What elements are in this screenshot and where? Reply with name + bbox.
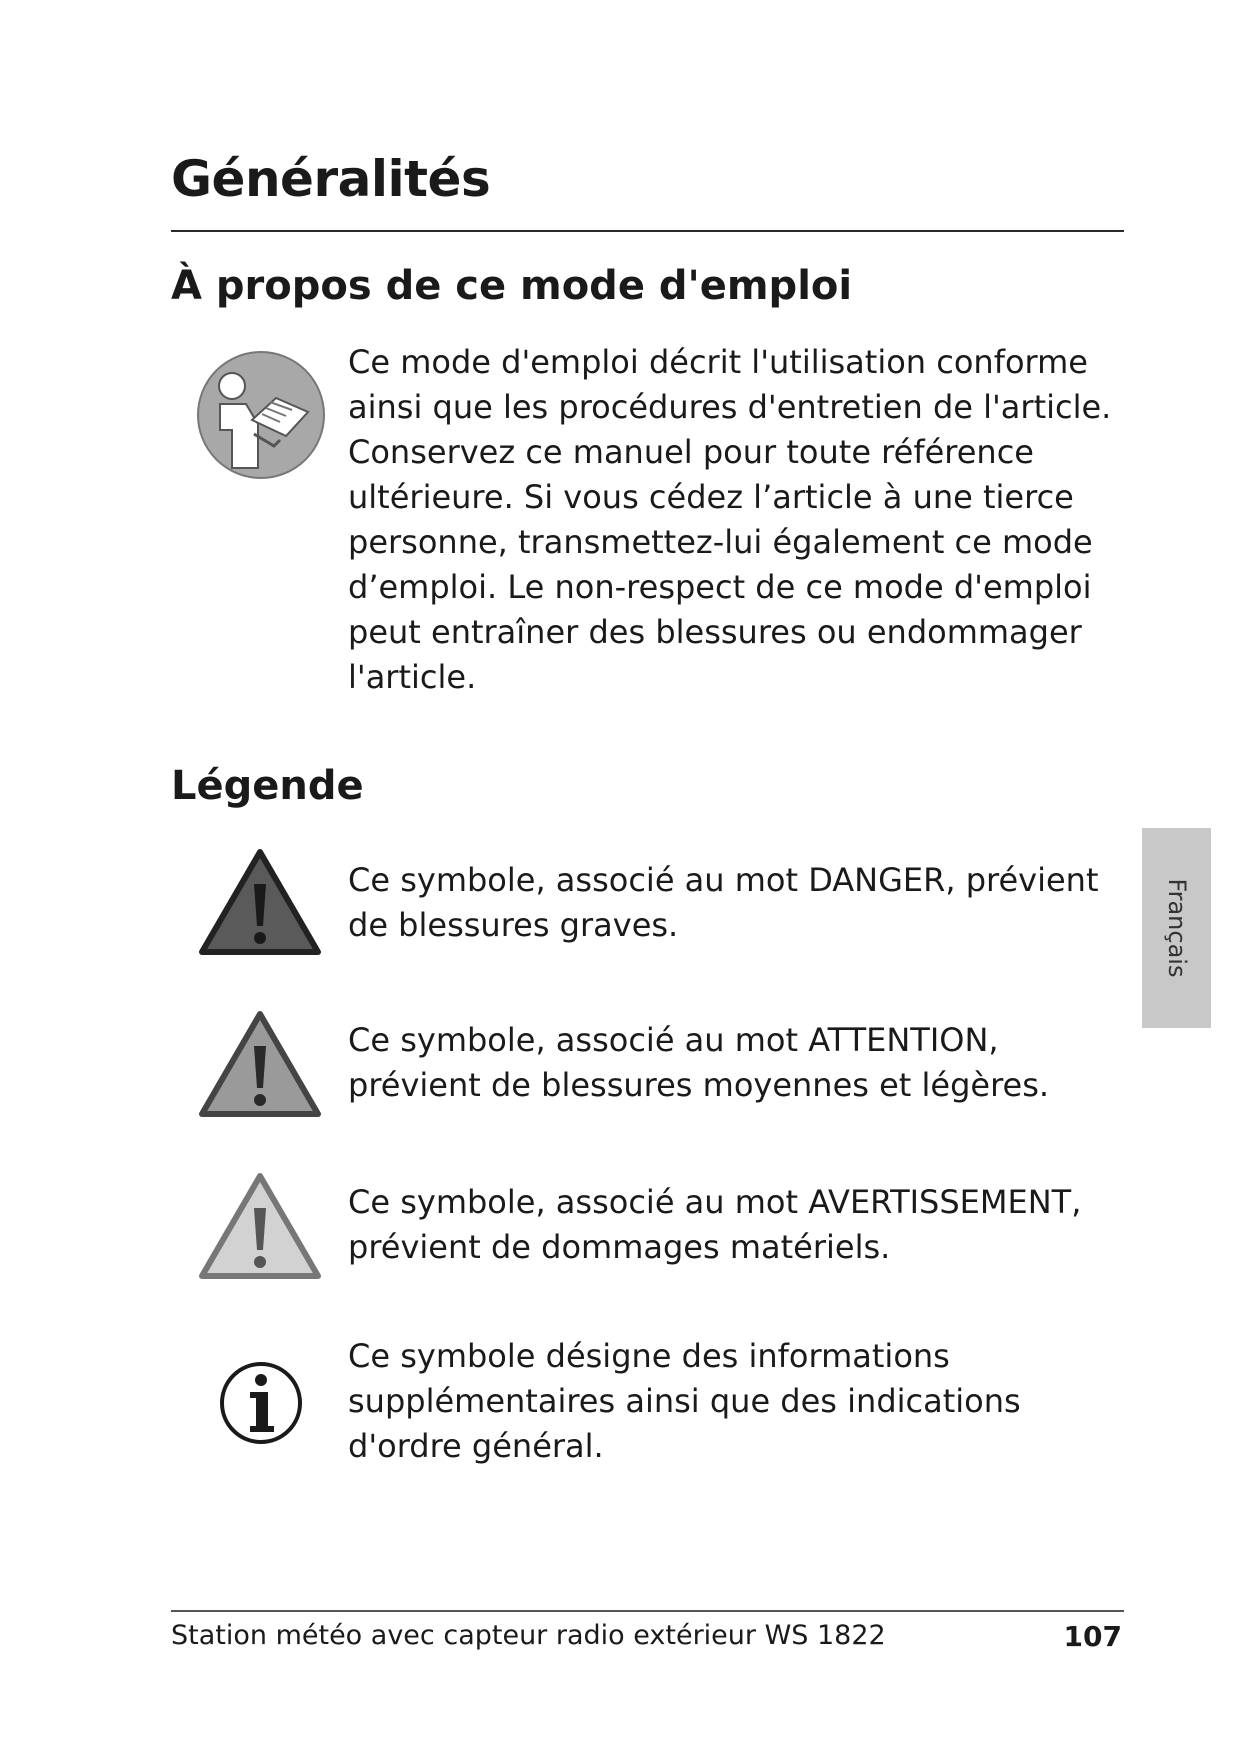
read-manual-icon — [196, 350, 326, 480]
legend-item-attention-text: Ce symbole, associé au mot ATTENTION, prévient de blessures moyennes et légères. — [348, 1021, 1050, 1104]
page-number: 107 — [1063, 1620, 1122, 1653]
attention-warning-icon — [198, 1010, 322, 1120]
info-icon — [218, 1360, 304, 1446]
section-about-title: À propos de ce mode d'emploi — [171, 263, 853, 309]
language-side-tab — [1142, 828, 1211, 1028]
footer-divider — [171, 1610, 1124, 1612]
caution-warning-icon — [198, 1172, 322, 1282]
heading-divider — [171, 230, 1124, 232]
legend-item-danger-text: Ce symbole, associé au mot DANGER, prévient de blessures graves. — [348, 861, 1099, 944]
page-heading: Généralités — [171, 150, 491, 208]
danger-warning-icon — [198, 848, 322, 958]
legend-item-caution-text: Ce symbole, associé au mot AVERTISSEMENT, prévient de dommages matériels. — [348, 1183, 1082, 1266]
footer-product-name: Station météo avec capteur radio extérieur WS 1822 — [171, 1620, 886, 1651]
legend-item-info-text: Ce symbole désigne des informations supplémentaires ainsi que des indications d'ordre général. — [348, 1337, 1021, 1465]
language-side-tab-label: Français — [1162, 878, 1191, 978]
section-legend-title: Légende — [171, 763, 364, 809]
about-paragraph: Ce mode d'emploi décrit l'utilisation conforme ainsi que les procédures d'entretien de l'article. Conservez ce manuel pour toute référence ultérieure. Si vous cédez l’article à une tierce personne, transmettez-lui également ce mode d’emploi. Le non-respect de ce mode d'emploi peut entraîner des blessures ou endommager l'article. — [348, 343, 1112, 696]
